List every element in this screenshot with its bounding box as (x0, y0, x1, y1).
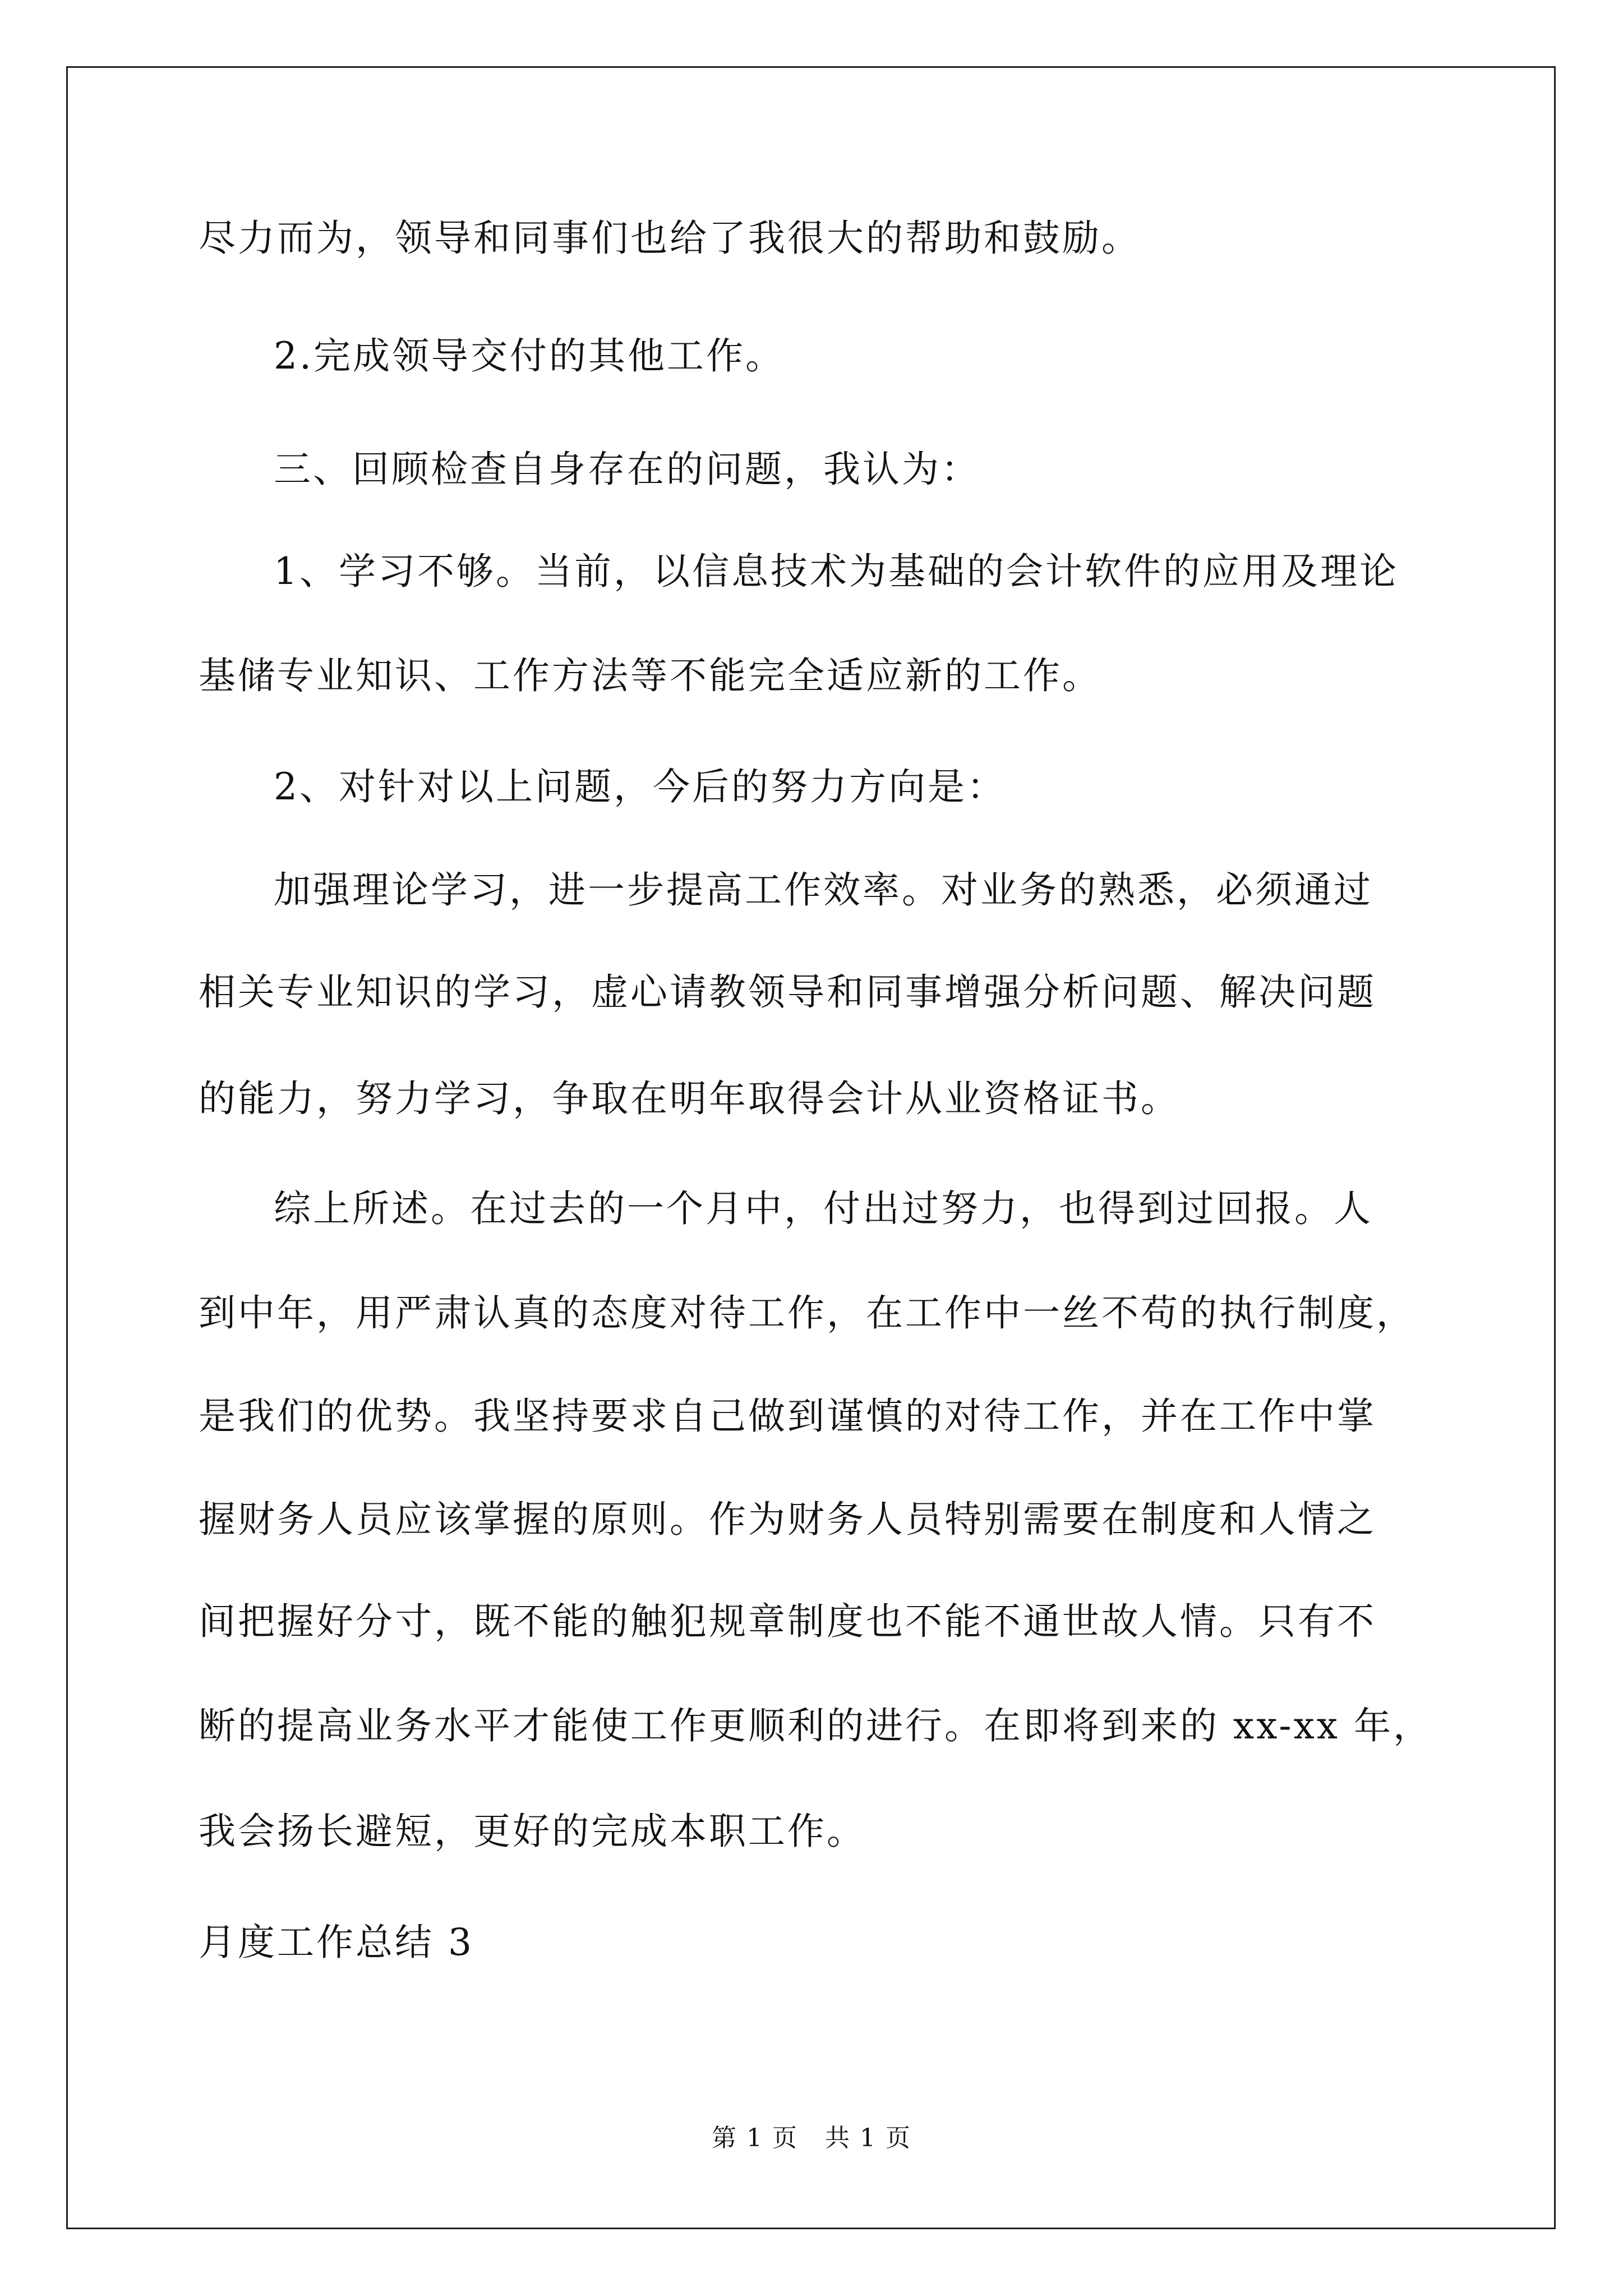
paragraph-line: 尽力而为，领导和同事们也给了我很大的帮助和鼓励。 (199, 217, 1141, 260)
paragraph-line: 间把握好分寸，既不能的触犯规章制度也不能不通世故人情。只有不 (199, 1600, 1376, 1643)
page-number-footer: 第 1 页 共 1 页 (712, 2124, 911, 2152)
page-border (66, 66, 1556, 2229)
paragraph-line: 到中年，用严肃认真的态度对待工作，在工作中一丝不苟的执行制度， (199, 1291, 1415, 1335)
paragraph-line: 2.完成领导交付的其他工作。 (274, 334, 785, 378)
paragraph-line: 断的提高业务水平才能使工作更顺利的进行。在即将到来的 xx-xx 年， (199, 1704, 1432, 1747)
paragraph-line: 2、对针对以上问题，今后的努力方向是： (274, 765, 1006, 808)
paragraph-line: 的能力，努力学习，争取在明年取得会计从业资格证书。 (199, 1077, 1180, 1120)
paragraph-line: 综上所述。在过去的一个月中，付出过努力，也得到过回报。人 (274, 1187, 1373, 1230)
paragraph-line: 我会扬长避短，更好的完成本职工作。 (199, 1810, 866, 1853)
paragraph-line: 基储专业知识、工作方法等不能完全适应新的工作。 (199, 654, 1101, 697)
paragraph-line: 1、学习不够。当前，以信息技术为基础的会计软件的应用及理论 (274, 550, 1399, 593)
section-heading: 三、回顾检查自身存在的问题，我认为： (274, 448, 980, 491)
paragraph-line: 是我们的优势。我坚持要求自己做到谨慎的对待工作，并在工作中掌 (199, 1395, 1376, 1438)
paragraph-line: 相关专业知识的学习，虚心请教领导和同事增强分析问题、解决问题 (199, 970, 1376, 1014)
paragraph-line: 握财务人员应该掌握的原则。作为财务人员特别需要在制度和人情之 (199, 1498, 1376, 1541)
document-heading: 月度工作总结 3 (199, 1921, 474, 1964)
paragraph-line: 加强理论学习，进一步提高工作效率。对业务的熟悉，必须通过 (274, 868, 1373, 912)
